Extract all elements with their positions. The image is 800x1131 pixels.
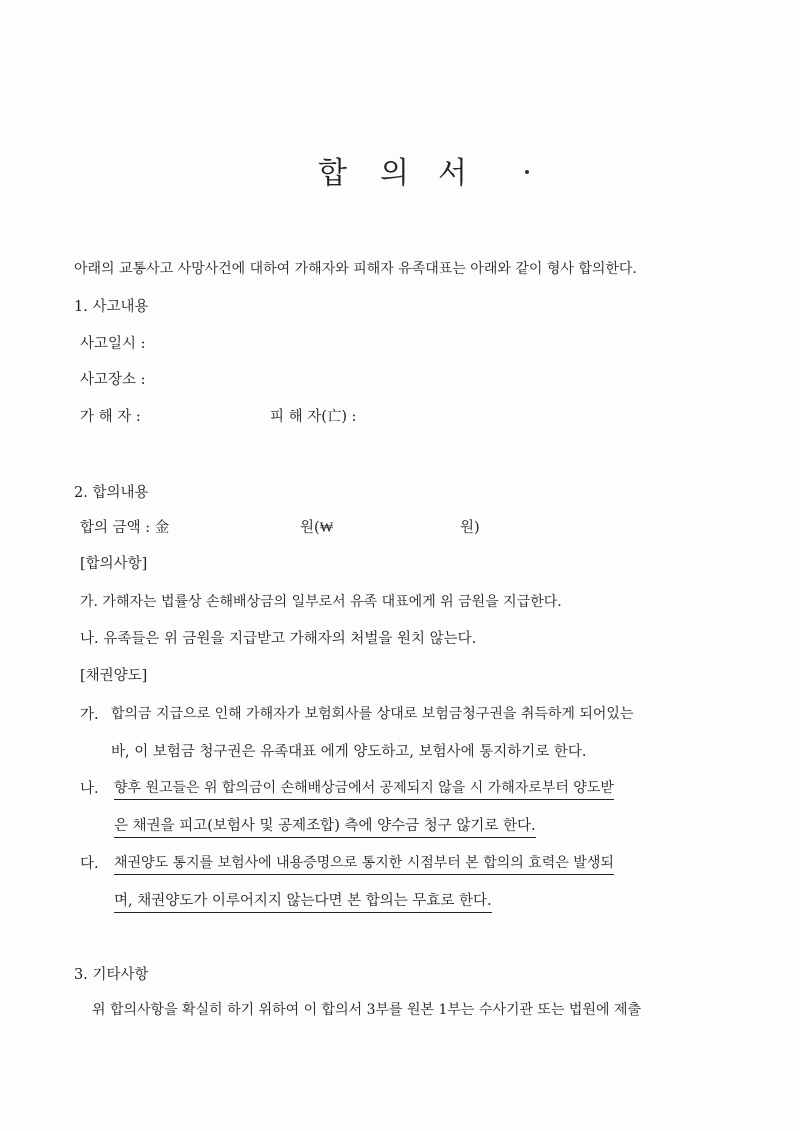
amount-won-krw: 원(₩ (300, 520, 334, 536)
assignment-da-marker: 다. (80, 856, 99, 872)
assignment-da-line2: 며, 채권양도가 이루어지지 않는다면 본 합의는 무효로 한다. (114, 889, 492, 913)
victim-label: 피 해 자(亡) : (270, 409, 357, 425)
agreement-item-ga: 가. 가해자는 법률상 손해배상금의 일부로서 유족 대표에게 위 금원을 지급한다. (80, 594, 562, 610)
assignment-na-marker: 나. (80, 781, 99, 797)
assignment-na-line1: 향후 원고들은 위 합의금이 손해배상금에서 공제되지 않을 시 가해자로부터 양도받 (114, 777, 614, 800)
section3-heading: 3. 기타사항 (74, 967, 149, 983)
accident-place-label: 사고장소 : (80, 372, 146, 388)
intro-text: 아래의 교통사고 사망사건에 대하여 가해자와 피해자 유족대표는 아래와 같이 형사 합의한다. (74, 261, 637, 277)
assignment-da-line1: 채권양도 통지를 보험사에 내용증명으로 통지한 시점부터 본 합의의 효력은 발생되 (114, 852, 614, 875)
offender-label: 가 해 자 : (80, 409, 141, 425)
title-char-3: 서 (438, 156, 467, 191)
assignment-ga-marker: 가. (80, 707, 99, 723)
amount-won-close: 원) (460, 520, 480, 536)
agreement-heading: [합의사항] (80, 556, 148, 572)
assignment-ga-line2: 바, 이 보험금 청구권은 유족대표 에게 양도하고, 보험사에 통지하기로 한다. (111, 744, 587, 760)
section1-heading: 1. 사고내용 (74, 299, 149, 315)
accident-date-label: 사고일시 : (80, 336, 146, 352)
agreement-item-na: 나. 유족들은 위 금원을 지급받고 가해자의 처벌을 원치 않는다. (80, 631, 477, 647)
section2-heading: 2. 합의내용 (74, 485, 149, 501)
title-char-2: 의 (380, 156, 409, 191)
assignment-ga-line1: 합의금 지급으로 인해 가해자가 보험회사를 상대로 보험금청구권을 취득하게 되어있는 (111, 706, 634, 722)
section3-line1: 위 합의사항을 확실히 하기 위하여 이 합의서 3부를 원본 1부는 수사기관 또는 법원에 제출 (92, 1002, 642, 1018)
title-dot (525, 170, 529, 174)
assignment-na-line2: 은 채권을 피고(보험사 및 공제조합) 측에 양수금 청구 않기로 한다. (114, 814, 536, 838)
title-char-1: 합 (318, 156, 347, 191)
amount-label: 합의 금액 : 金 (80, 520, 170, 536)
assignment-heading: [채권양도] (80, 668, 148, 684)
